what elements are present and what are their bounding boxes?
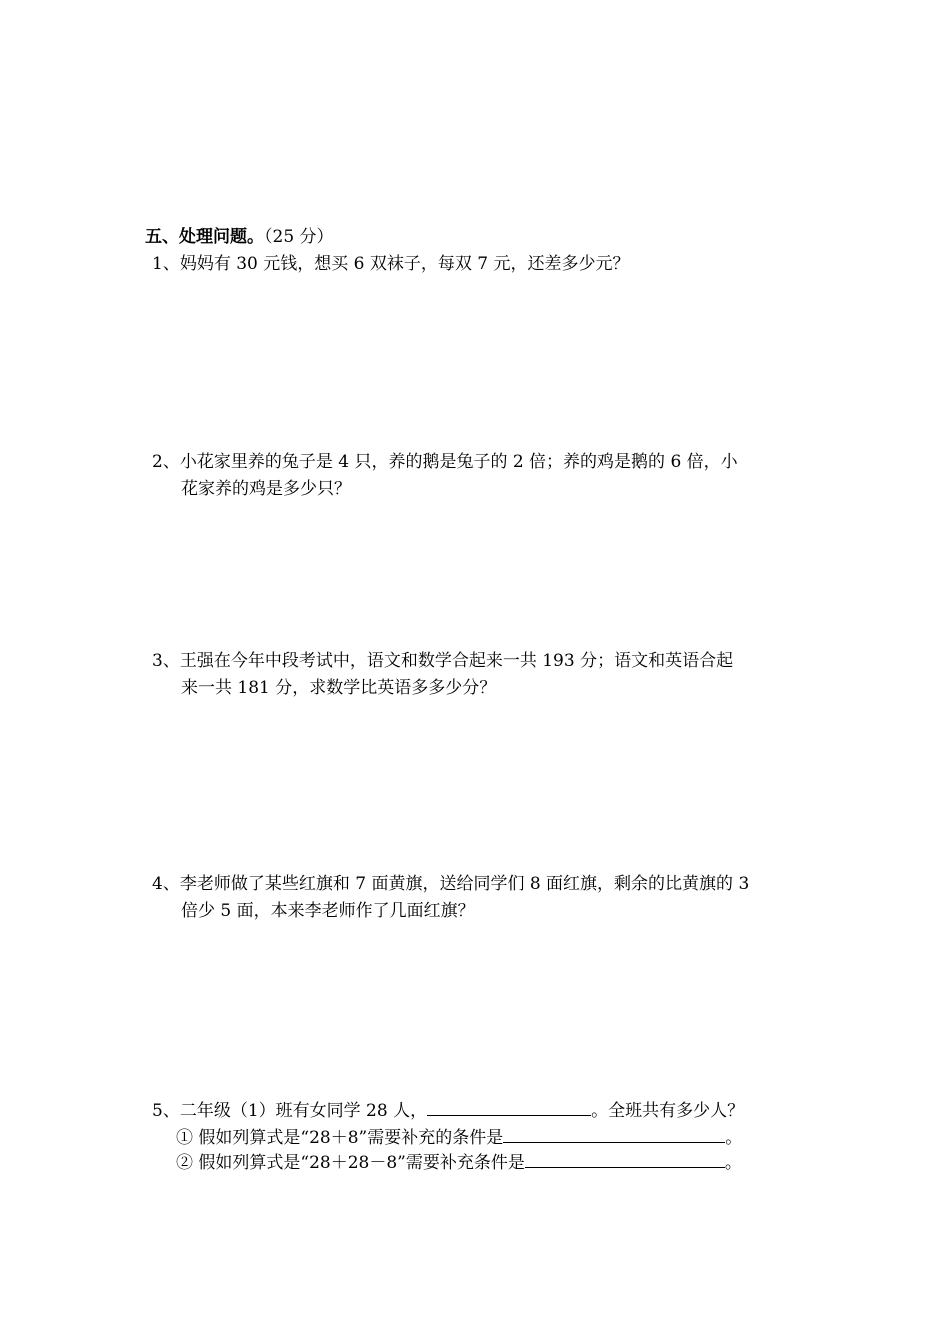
sub-1-prefix: ① 假如列算式是“28＋8”需要补充的条件是	[176, 1128, 504, 1148]
answer-blank[interactable]	[427, 1097, 591, 1116]
question-5-prefix: 5、二年级（1）班有女同学 28 人，	[152, 1101, 428, 1121]
question-5-suffix: 。全班共有多少人？	[591, 1101, 745, 1121]
question-1: 1、妈妈有 30 元钱，想买 6 双袜子，每双 7 元，还差多少元？	[152, 254, 630, 274]
question-4-line-2: 倍少 5 面，本来李老师作了几面红旗？	[181, 901, 475, 921]
question-4-line-1: 4、李老师做了某些红旗和 7 面黄旗，送给同学们 8 面红旗，剩余的比黄旗的 3	[152, 874, 750, 894]
question-2-line-2: 花家养的鸡是多少只？	[181, 479, 351, 499]
section-score: （25 分）	[264, 227, 334, 247]
answer-blank[interactable]	[525, 1149, 725, 1168]
section-title-text: 五、处理问题。	[145, 227, 264, 247]
sub-2-prefix: ② 假如列算式是“28＋28－8”需要补充条件是	[176, 1153, 525, 1173]
question-5-sub-2	[176, 1149, 742, 1174]
section-title	[145, 226, 334, 248]
question-5	[152, 1097, 744, 1122]
sub-1-suffix: 。	[725, 1128, 743, 1148]
question-2-line-1: 2、小花家里养的兔子是 4 只，养的鹅是兔子的 2 倍；养的鸡是鹅的 6 倍，小	[152, 452, 738, 472]
question-5-sub-1	[176, 1124, 742, 1149]
question-3-line-1: 3、王强在今年中段考试中，语文和数学合起来一共 193 分；语文和英语合起	[152, 651, 734, 671]
sub-2-suffix: 。	[724, 1153, 742, 1173]
answer-blank[interactable]	[503, 1124, 725, 1143]
question-3-line-2: 来一共 181 分，求数学比英语多多少分？	[181, 678, 497, 698]
